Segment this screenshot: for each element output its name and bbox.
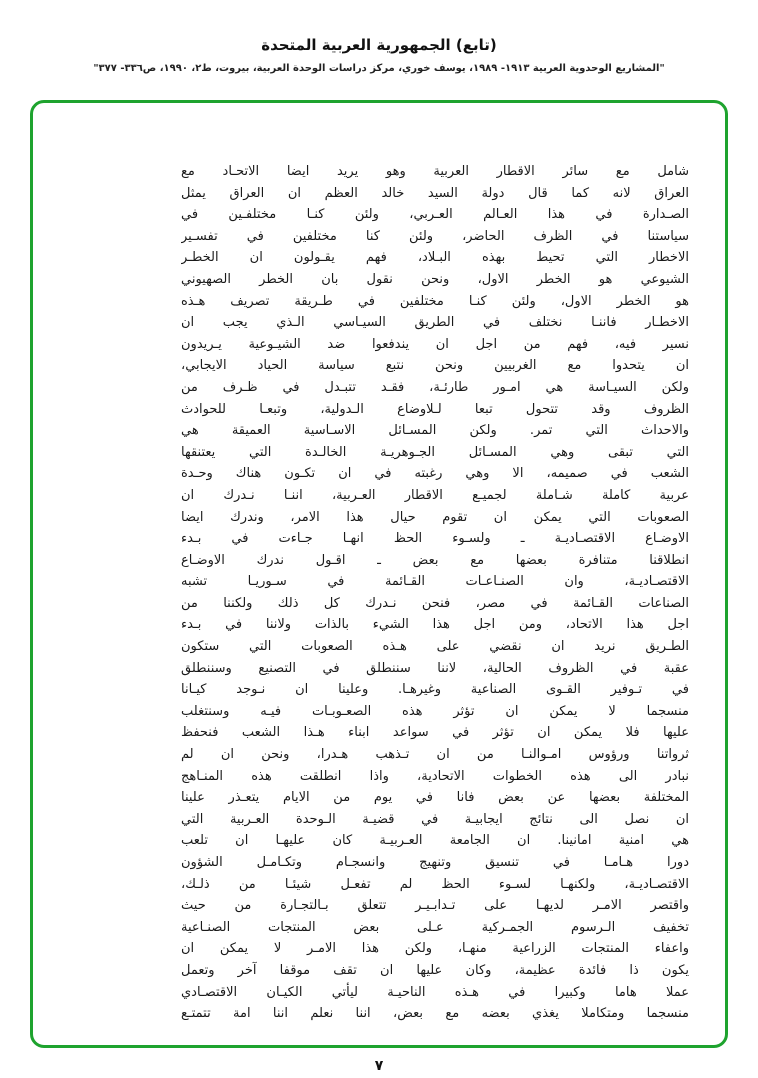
text-line: شامل مع سائر الاقطار العربية وهو يريد ايضا الاتحـاد مع <box>181 164 689 179</box>
text-line: التي تبقى وهي المسـائل الجـوهريـة الخالـدة التي يعتنقها <box>181 444 689 460</box>
text-line: ان نصل الى نتائج ايجابيـة في قضيـة الـوحدة العـربية التي <box>181 811 689 827</box>
text-line: الشعب في صميمه، الا وهي رغبته في ان تكـون هناك وحـدة <box>181 466 689 482</box>
page-header <box>0 36 758 74</box>
text-line: ولكن السيـاسة هي امـور طارئـة، فقـد تتبـدل في ظـرف من <box>181 379 689 395</box>
text-line: الاخطـار فاننـا نختلف في الطريق السيـاسي الـذي يجب ان <box>181 315 689 331</box>
text-line: في تـوفير القـوى الصناعية وغيرهـا. وعلينا ان نـوجد كيـانا <box>181 682 689 698</box>
text-line: عليها فلا يمكن ان تؤثر في سواعد ابناء هـذا الشعب فنحفظ <box>181 725 689 741</box>
text-line: الاوضـاع الاقتصـاديـة ـ ولسـوء الحظ انهـا جـاءت في بـدء <box>181 531 689 547</box>
text-frame <box>30 100 728 1048</box>
source-citation: "المشاريع الوحدوية العربية ١٩١٣- ١٩٨٩، يوسف خوري، مركز دراسات الوحدة العربية، بيروت، ط٢، ١٩٩٠، ص٣٣٦- ٣٧٧" <box>93 63 665 74</box>
text-line: الاخطار التي تحيط بهذه البـلاد، فهم يقـولون ان الخطـر <box>181 250 689 266</box>
text-line: الاقتصـاديـة، ولكنهـا لسـوء الحظ لم تفعـل شيئـا من ذلـك، <box>181 876 689 892</box>
text-line: انطلاقنا متنافرة بعضها مع بعض ـ اقـول ندرك الاوضـاع <box>181 552 689 568</box>
text-line: واعفاء المنتجات الزراعية منهـا، ولكن هذا الامـر لا يمكن ان <box>181 941 689 957</box>
text-line: المختلفة بعضها عن بعض فانا في يوم من الايام يتعـذر علينا <box>181 790 689 806</box>
text-line: والاحداث التي تمر. ولكن المسـائل الاسـاسية العميقة هي <box>181 423 689 439</box>
text-line: تخفيف الـرسوم الجمـركية عـلى بعض المنتجات الصنـاعية <box>181 919 689 935</box>
text-line: هو الخطر الاول، ولئن كنـا مختلفين في طـريقة تصريف هـذه <box>181 293 689 309</box>
text-line: الصناعات القـائمة في مصر، فنحن نـدرك كل ذلك ولكننا من <box>181 595 689 611</box>
text-line: نبادر الى هذه الخطوات الاتحادية، واذا انطلقت هذه المنـاهج <box>181 768 689 784</box>
text-line: عملا هاما وكبيرا في هـذه الناحيـة ليأتي الكيـان الاقتصـادي <box>181 984 689 1000</box>
text-line: منسجما ومتكاملا يغذي بعضه مع بعض، اننا نعلم اننا امة تتمتـع <box>181 1006 689 1022</box>
text-line: ثرواتنا ورؤوس امـوالنـا من ان تـذهب هـدرا، ونحن ان لم <box>181 747 689 763</box>
body-text <box>181 161 689 1025</box>
text-line: الظروف وقد تتحول تبعا لـلاوضاع الـدولية، وتبعـا للحوادث <box>181 401 689 417</box>
text-line: عقبة في الظروف الحالية، لاننا سننطلق في التصنيع وسننطلق <box>181 660 689 676</box>
text-line: ان يتحدوا مع الغربيين ونحن نتبع سياسة الحياد الايجابي، <box>181 358 689 374</box>
text-line: عربية كاملة شـاملة لجميـع الاقطار العـربية، اننـا نـدرك ان <box>181 487 689 503</box>
text-line: نسير فيه، فهم من اجل ان يندفعوا ضد الشيـوعية يـريدون <box>181 336 689 352</box>
text-line: منسجما لا يمكن ان تؤثر هذه الصعـوبـات فيـه وسنتغلب <box>181 703 689 719</box>
page-number: ٧ <box>374 1058 384 1074</box>
text-line: اجل هذا الاتحاد، ومن اجل هذا الشيء بالذات ولاننا في بـدء <box>181 617 689 633</box>
text-line: العراق لانه كما قال دولة السيد خالد العظم ان العراق يمثل <box>181 185 689 201</box>
text-line: الشيوعي هو الخطر الاول، ونحن نقول بان الخطر الصهيوني <box>181 271 689 287</box>
text-line: يكون ذا فائدة عظيمة، وكان عليها ان تقف موقفا آخر وتعمل <box>181 962 689 978</box>
text-line: الصعوبات التي يمكن ان تقوم حيال هذا الامر، وندرك ايضا <box>181 509 689 525</box>
text-line: الطـريق نريد ان نقضي على هـذه الصعوبات التي ستكون <box>181 639 689 655</box>
text-line: واقتصر الامـر لديهـا على تـدابـيـر تتعلق بـالتجـارة من حيث <box>181 898 689 914</box>
text-line: الاقتصـاديـة، وان الصنـاعـات القـائمة في سـوريـا تشبه <box>181 574 689 590</box>
text-line: الصـدارة في هذا العـالم العـربي، ولئن كنـا مختلفـين في <box>181 207 689 223</box>
text-line: دورا هـامـا في تنسيق وتنهيج وانسجـام وتكـامـل الشؤون <box>181 855 689 870</box>
page-title: (تابع) الجمهورية العربية المتحدة <box>261 36 497 54</box>
text-line: سياستنا في الظرف الحاضر، ولئن كنا مختلفين في تفسـير <box>181 228 689 244</box>
text-line: هي امنية امانينا. ان الجامعة العـربيـة كان عليهـا ان تلعب <box>181 833 689 849</box>
